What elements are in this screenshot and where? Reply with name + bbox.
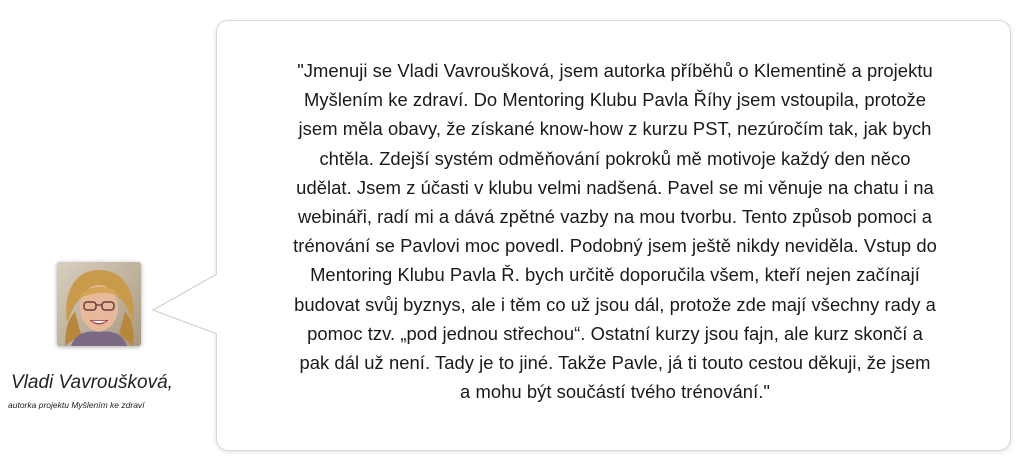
quote-line: a mohu být součástí tvého trénování." bbox=[460, 381, 770, 403]
quote-line: pak dál už není. Tady je to jiné. Takže Pavle, já ti touto cestou děkuji, že jsem bbox=[299, 352, 931, 374]
quote-line: budovat svůj byznys, ale i těm co už jsou dál, protože zde mají všechny rady a bbox=[294, 293, 936, 315]
quote-line: "Jmenuji se Vladi Vavroušková, jsem autorka příběhů o Klementině a projektu bbox=[297, 60, 933, 81]
quote-line: udělat. Jsem z účasti v klubu velmi nadšená. Pavel se mi věnuje na chatu i na bbox=[296, 176, 934, 198]
quote-line: Mentoring Klubu Pavla Ř. bych určitě doporučila všem, kteří nejen začínají bbox=[310, 264, 920, 286]
author-photo bbox=[57, 262, 141, 346]
quote-line: Myšlením ke zdraví. Do Mentoring Klubu Pavla Říhy jsem vstoupila, protože bbox=[303, 89, 927, 111]
quote-line: trénování se Pavlovi moc povedl. Podobný jsem ještě nikdy neviděla. Vstup do bbox=[293, 235, 937, 257]
author-block bbox=[0, 262, 208, 410]
portrait-photo-icon bbox=[57, 262, 141, 346]
quote-line: chtěla. Zdejší systém odměňování pokroků mě motivoje každý den něco bbox=[319, 147, 911, 169]
testimonial-quote bbox=[242, 56, 988, 406]
author-name: Vladi Vavroušková, bbox=[11, 372, 173, 393]
author-role: autorka projektu Myšlením ke zdraví bbox=[8, 400, 145, 410]
quote-line: webináři, radí mi a dává zpětné vazby na mou tvorbu. Tento způsob pomoci a bbox=[297, 206, 933, 228]
quote-line: jsem měla obavy, že získané know-how z kurzu PST, nezúročím tak, jak bych bbox=[298, 118, 932, 140]
quote-line: pomoc tzv. „pod jednou střechou“. Ostatní kurzy jsou fajn, ale kurz skončí a bbox=[307, 322, 923, 344]
